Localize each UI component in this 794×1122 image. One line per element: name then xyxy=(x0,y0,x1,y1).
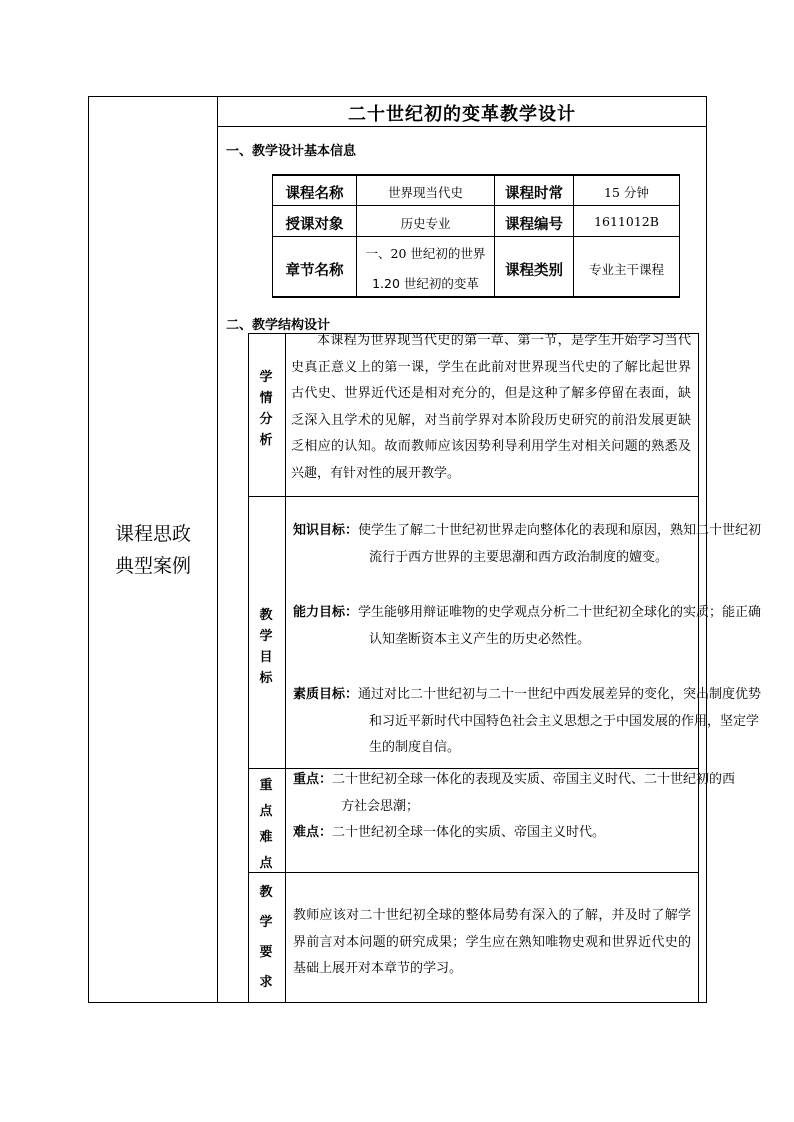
difficult-point-text: 二十世纪初全球一体化的实质、帝国主义时代。 xyxy=(332,825,606,840)
keypoints-label-char: 重 xyxy=(259,778,273,793)
info-key-duration: 课程时常 xyxy=(505,186,563,202)
goal-ability-text: 学生能够用辩证唯物的史学观点分析二十世纪初全球化的实质；能正确认知垄断资本主义产生的历史必然性。 xyxy=(358,605,762,647)
page-title: 二十世纪初的变革教学设计 xyxy=(348,104,576,125)
requirements-label xyxy=(256,878,276,998)
section1-heading: 一、教学设计基本信息 xyxy=(226,144,357,159)
info-value-chapter-line1: 一、20 世纪初的世界 xyxy=(365,246,486,261)
section2-heading: 二、教学结构设计 xyxy=(226,318,331,333)
goal-knowledge-label: 知识目标： xyxy=(293,523,359,538)
struct-table-right xyxy=(698,333,699,1002)
goal-knowledge xyxy=(293,518,769,571)
keypoints-label-char: 点 xyxy=(259,804,273,819)
requirements-label-char: 要 xyxy=(259,945,273,960)
info-value-course-name: 世界现当代史 xyxy=(387,185,463,200)
goal-quality xyxy=(293,682,769,762)
analysis-label-char: 情 xyxy=(259,391,273,406)
info-key-chapter: 章节名称 xyxy=(285,263,344,279)
goal-ability-label: 能力目标： xyxy=(293,605,359,620)
goals-label-char: 目 xyxy=(259,650,273,665)
goals-label-char: 学 xyxy=(259,629,273,644)
info-value-chapter-line2: 1.20 世纪初的变革 xyxy=(372,276,479,291)
outer-bottom-border xyxy=(88,1002,707,1003)
info-key-course-name: 课程名称 xyxy=(285,186,344,202)
goal-quality-text: 通过对比二十世纪初与二十一世纪中西发展差异的变化，突出制度优势和习近平新时代中国特色社会主义思想之于中国发展的作用，坚定学生的制度自信。 xyxy=(358,687,762,755)
goals-label-char: 标 xyxy=(259,671,273,686)
outer-top-border xyxy=(88,96,707,97)
key-point-text: 二十世纪初全球一体化的表现及实质、帝国主义时代、二十世纪初的西方社会思潮； xyxy=(332,772,736,814)
info-table-row2-line xyxy=(272,236,680,237)
analysis-label xyxy=(256,367,276,451)
keypoints-label-char: 难 xyxy=(259,830,273,845)
goal-knowledge-text: 使学生了解二十世纪初世界走向整体化的表现和原因，熟知二十世纪初流行于西方世界的主要思潮和西方政治制度的嬗变。 xyxy=(358,523,762,565)
key-point xyxy=(293,767,741,820)
difficult-point-label: 难点： xyxy=(293,825,333,840)
info-value-duration: 15 分钟 xyxy=(604,185,649,200)
info-key-category: 课程类别 xyxy=(505,263,563,279)
title-underline xyxy=(218,126,706,127)
info-table-right xyxy=(679,174,680,298)
side-label-line1: 课程思政 xyxy=(114,523,191,545)
requirements-text: 教师应该对二十世纪初全球的整体局势有深入的了解，并及时了解学界前言对本问题的研究成果；学生应在熟知唯物史观和世界近代史的基础上展开对本章节的学习。 xyxy=(293,908,691,976)
goals-label-char: 教 xyxy=(259,608,273,623)
key-point-label: 重点： xyxy=(293,772,333,787)
analysis-text: 本课程为世界现当代史的第一章、第一节，是学生开始学习当代史真正意义上的第一课，学生在此前对世界现当代史的了解比起世界古代史、世界近代还是相对充分的，但是这种了解多停留在表面，缺乏深入且学术的见解，对当前学界对本阶段历史研究的前沿发展更缺乏相应的认知。故而教师应该因势利导利用学生对相关问题的熟悉及兴趣，有针对性的展开教学。 xyxy=(291,333,691,481)
info-table-bottom xyxy=(272,296,680,298)
side-label-line2: 典型案例 xyxy=(114,555,191,577)
info-table-row1-line xyxy=(272,205,680,206)
info-table-top xyxy=(272,174,680,176)
info-value-course-code: 1611012B xyxy=(594,214,659,229)
info-key-course-code: 课程编号 xyxy=(505,217,563,233)
info-key-audience: 授课对象 xyxy=(285,217,344,233)
requirements-label-char: 学 xyxy=(259,915,273,930)
requirements-label-char: 教 xyxy=(259,885,273,900)
requirements-label-char: 求 xyxy=(259,975,273,990)
struct-row1-line xyxy=(248,496,699,497)
keypoints-label xyxy=(256,773,276,877)
info-value-audience: 历史专业 xyxy=(400,216,451,231)
difficult-point xyxy=(293,820,741,847)
info-value-category: 专业主干课程 xyxy=(588,262,664,277)
analysis-label-char: 分 xyxy=(259,412,273,427)
struct-table-divider xyxy=(285,333,286,1002)
goals-label xyxy=(256,605,276,689)
keypoints-label-char: 点 xyxy=(259,856,273,871)
goal-ability xyxy=(293,600,769,653)
outer-divider xyxy=(217,96,218,1002)
analysis-label-char: 学 xyxy=(259,370,273,385)
struct-table-left xyxy=(248,333,249,1002)
analysis-label-char: 析 xyxy=(259,433,273,448)
side-label xyxy=(89,518,217,582)
struct-row3-line xyxy=(248,872,699,873)
goal-quality-label: 素质目标： xyxy=(293,687,359,702)
